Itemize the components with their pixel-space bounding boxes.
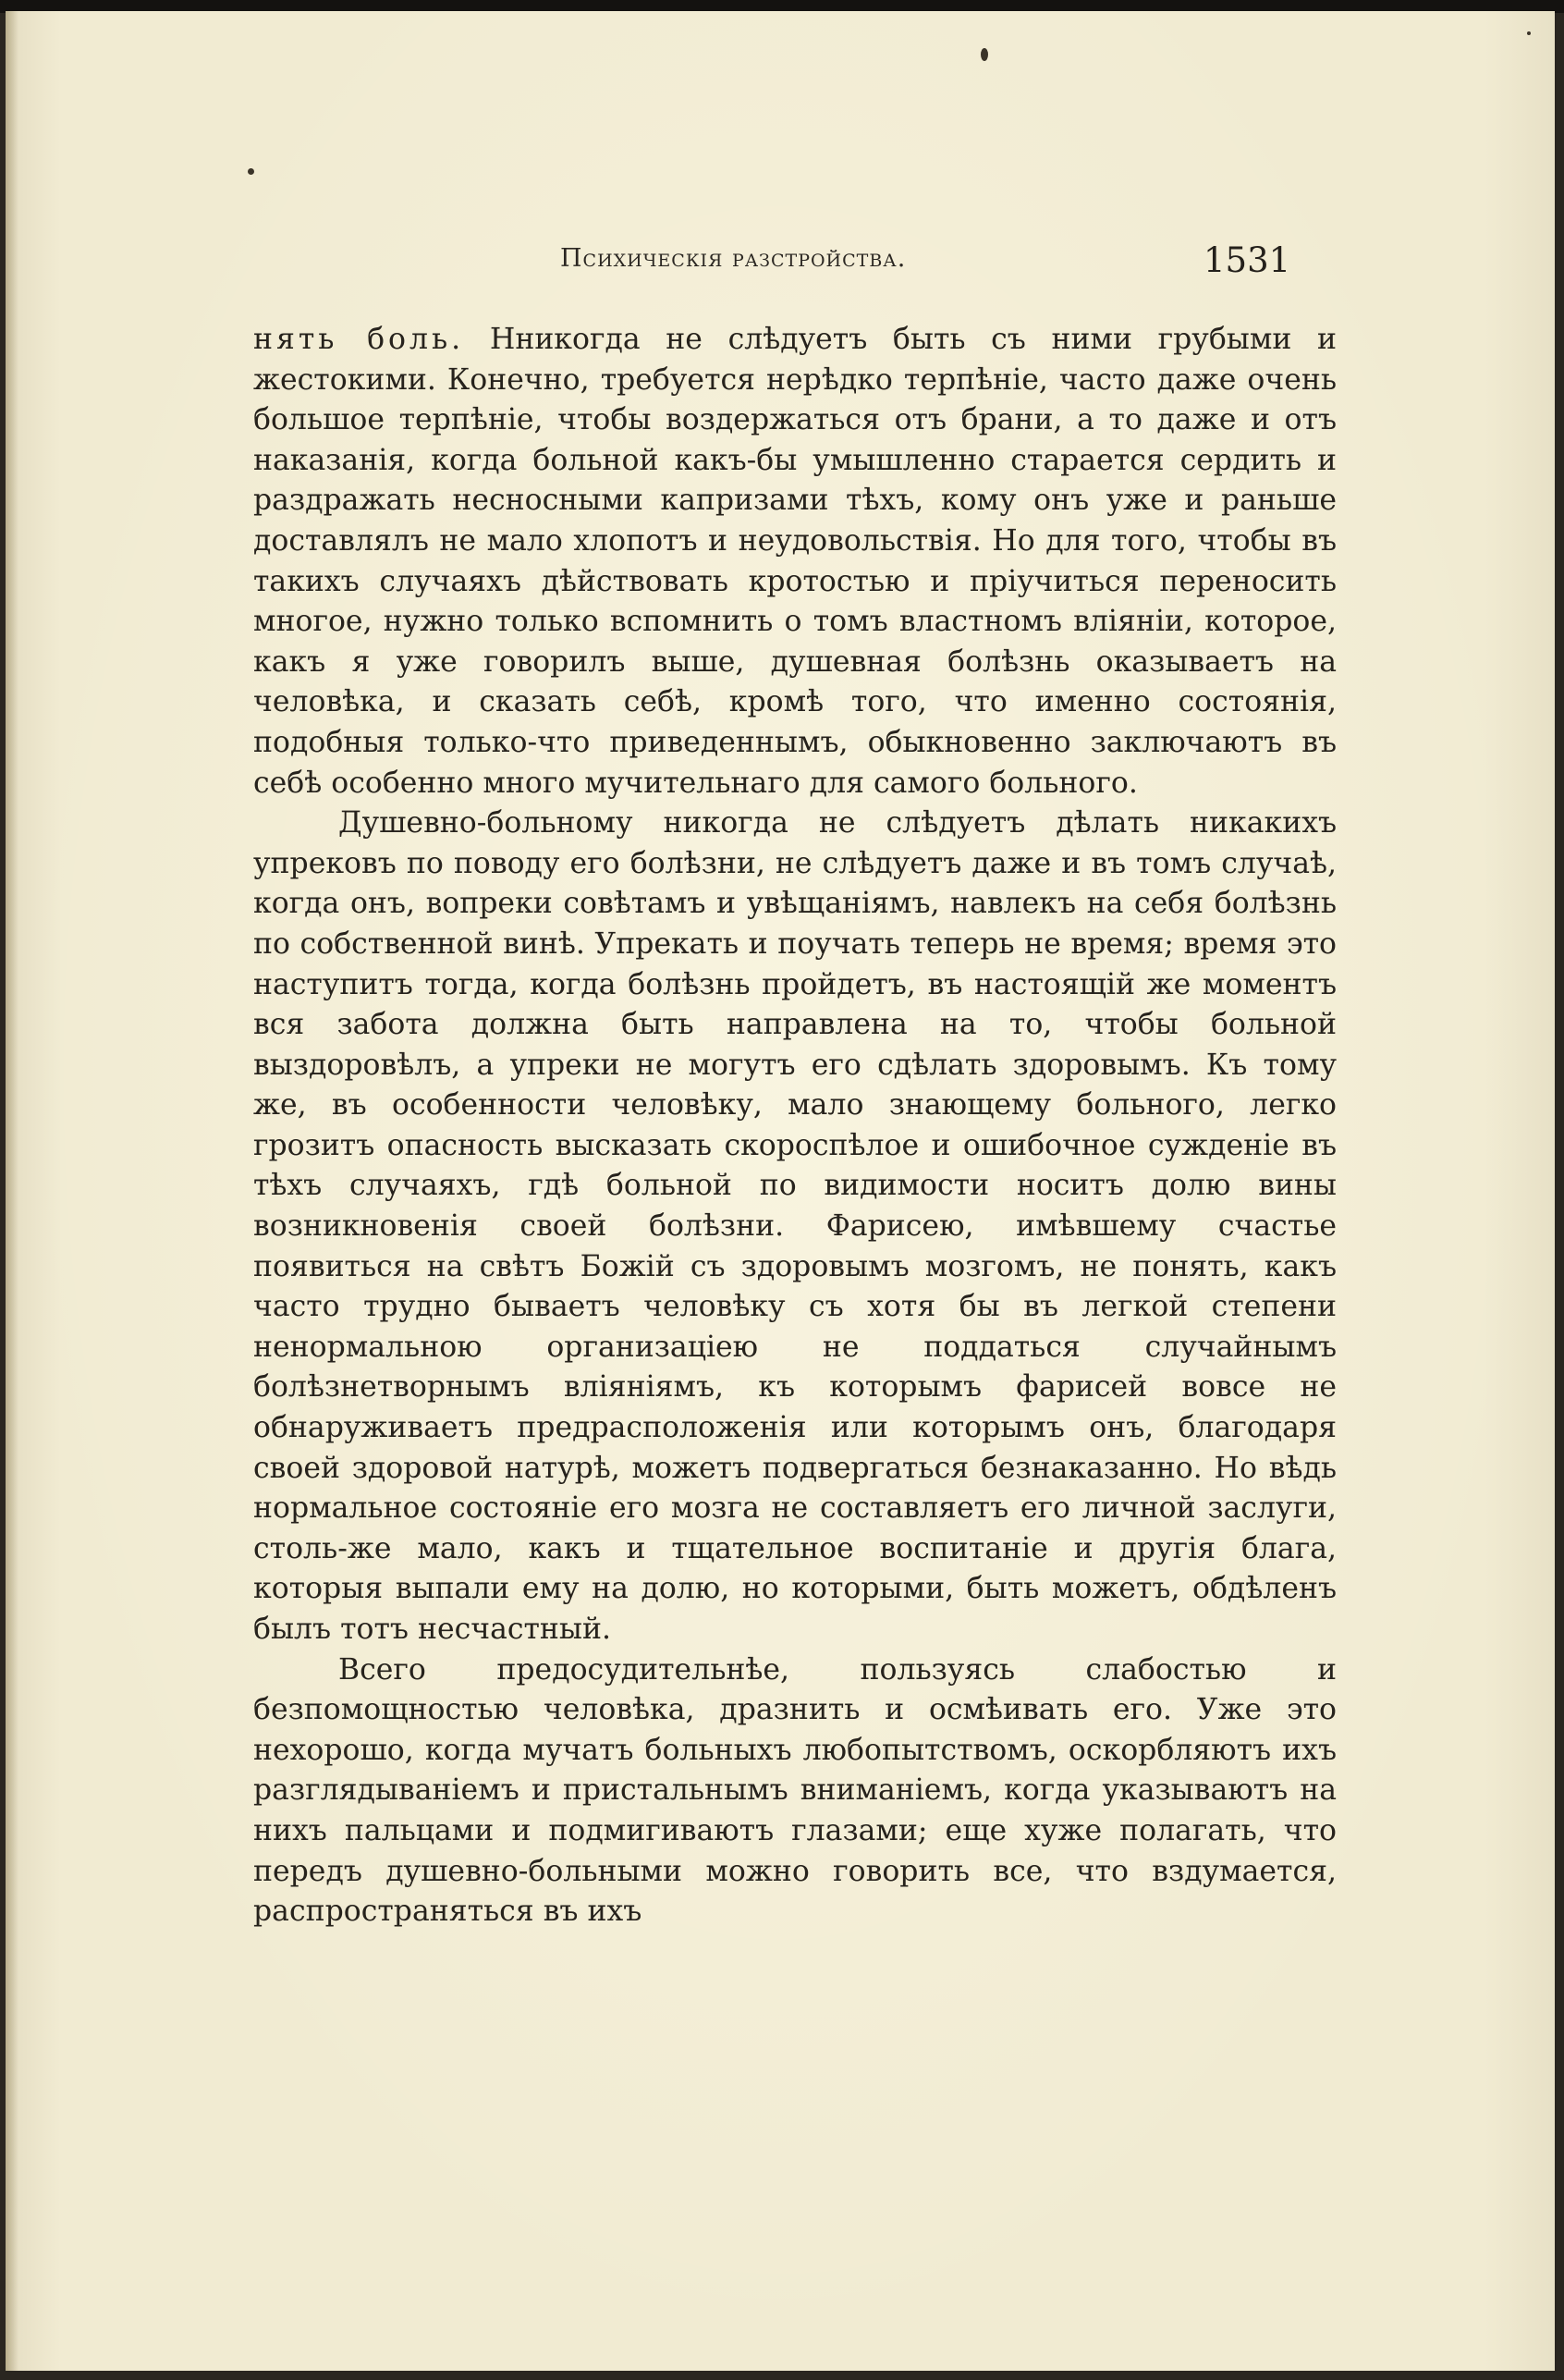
running-head: Психическія разстройства. — [560, 244, 907, 273]
paragraph-lead: нять боль. — [253, 323, 465, 356]
paragraph-text: Нникогда не слѣдуетъ быть съ ними грубыми и жестокими. Конечно, требуется нерѣдко терпѣніе, часто даже очень большое терпѣніе, чтобы воздержаться отъ брани, а то даже и отъ наказанія, когда больной какъ-бы умышленно старается сердить и раздражать несносными капризами тѣхъ, кому онъ уже и раньше доставлялъ не мало хлопотъ и неудовольствія. Но для того, чтобы въ такихъ случаяхъ дѣйствовать кротостью и пріучиться переносить многое, нужно только вспомнить о томъ властномъ вліяніи, которое, какъ я уже говорилъ выше, душевная болѣзнь оказываетъ на человѣка, и сказать себѣ, кромѣ того, что именно состоянія, подобныя только-что приведеннымъ, обыкновенно заключаютъ въ себѣ особенно много мучительнаго для самого больного. — [253, 323, 1337, 800]
paragraph-2: Душевно-больному никогда не слѣдуетъ дѣлать никакихъ упрековъ по поводу его болѣзни, не слѣдуетъ даже и въ томъ случаѣ, когда онъ, вопреки совѣтамъ и увѣщаніямъ, навлекъ на себя болѣзнь по собственной винѣ. Упрекать и поучать теперь не время; время это наступитъ тогда, когда болѣзнь пройдетъ, въ настоящій же моментъ вся забота должна быть направлена на то, чтобы больной выздоровѣлъ, а упреки не могутъ его сдѣлать здоровымъ. Къ тому же, въ особенности человѣку, мало знающему больного, легко грозитъ опасность высказать скороспѣлое и ошибочное сужденіе въ тѣхъ случаяхъ, гдѣ больной по видимости носитъ долю вины возникновенія своей болѣзни. Фарисею, имѣвшему счастье появиться на свѣтъ Божій съ здоровымъ мозгомъ, не понять, какъ часто трудно бываетъ человѣку съ хотя бы въ легкой степени ненормальною организаціею не поддаться случайнымъ болѣзнетворнымъ вліяніямъ, къ которымъ фарисей вовсе не обнаруживаетъ предрасположенія или которымъ онъ, благодаря своей здоровой натурѣ, можетъ подвергаться безнаказанно. Но вѣдь нормальное состояніе его мозга не составляетъ его личной заслуги, столь-же мало, какъ и тщательное воспитаніе и другія блага, которыя выпали ему на долю, но которыми, быть можетъ, обдѣленъ былъ тотъ несчастный. — [253, 806, 1337, 1646]
page-number: 1531 — [1204, 240, 1291, 280]
page-header — [6, 240, 1555, 296]
ink-speck — [1527, 31, 1531, 35]
ink-speck — [248, 168, 254, 175]
paragraph-3: Всего предосудительнѣе, пользуясь слабостью и безпомощностью человѣка, дразнить и осмѣивать его. Уже это нехорошо, когда мучатъ больныхъ любопытствомъ, оскорбляютъ ихъ разглядываніемъ и пристальнымъ вниманіемъ, когда указываютъ на нихъ пальцами и подмигиваютъ глазами; еще хуже полагать, что передъ душевно-больными можно говорить все, что вздумается, распространяться въ ихъ — [253, 1652, 1337, 1929]
page-gutter-shadow — [6, 11, 18, 2371]
book-page — [6, 11, 1555, 2371]
ink-speck — [981, 48, 988, 61]
paragraph-1 — [253, 320, 1337, 804]
body-text — [253, 320, 1337, 1932]
